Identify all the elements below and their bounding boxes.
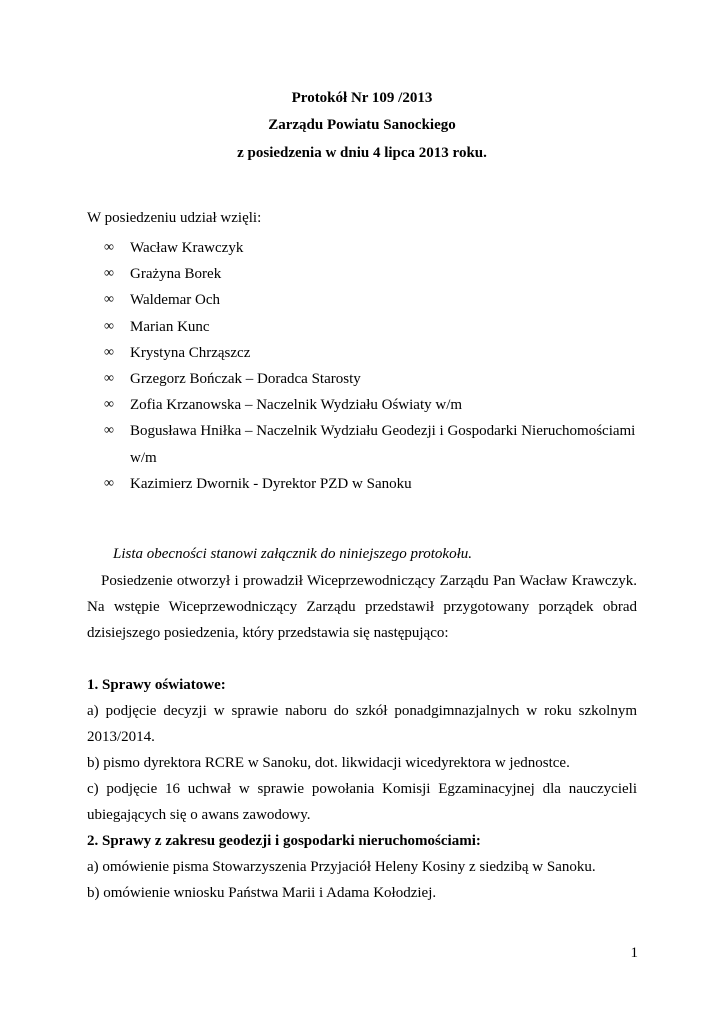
protocol-meeting-date: z posiedzenia w dniu 4 lipca 2013 roku. bbox=[237, 145, 487, 161]
attendance-list-note: Lista obecności stanowi załącznik do niniejszego protokołu. bbox=[113, 546, 473, 562]
agenda bbox=[87, 672, 637, 906]
attendee-name: Bogusława Hniłka – Naczelnik Wydziału Geodezji i Gospodarki Nieruchomościami w/m bbox=[130, 423, 636, 466]
attendee-item bbox=[0, 314, 724, 340]
agenda-item: b) omówienie wniosku Państwa Marii i Adama Kołodziej. bbox=[87, 885, 437, 901]
protocol-body-name: Zarządu Powiatu Sanockiego bbox=[268, 117, 456, 133]
protocol-title: Protokół Nr 109 /2013 bbox=[291, 90, 433, 106]
infinity-bullet-icon: ∞ bbox=[104, 397, 114, 413]
attendee-name: Zofia Krzanowska – Naczelnik Wydziału Oświaty w/m bbox=[130, 397, 463, 414]
page-number: 1 bbox=[630, 945, 638, 961]
attendee-item bbox=[0, 471, 724, 497]
opening-paragraph bbox=[87, 568, 637, 646]
infinity-bullet-icon: ∞ bbox=[104, 240, 114, 255]
agenda-item: c) podjęcie 16 uchwał w sprawie powołania Komisji Egzaminacyjnej dla nauczycieli ubiegających się o awans zawodowy. bbox=[87, 781, 637, 823]
opening-paragraph-text: Posiedzenie otworzył i prowadził Wiceprzewodniczący Zarządu Pan Wacław Krawczyk. Na wstępie Wiceprzewodniczący Zarządu przedstawił przygotowany porządek obrad dzisiejszego posiedzenia, który przedstawia się następująco: bbox=[87, 573, 637, 641]
attendee-item bbox=[0, 235, 724, 261]
attendee-item bbox=[0, 287, 724, 313]
infinity-bullet-icon: ∞ bbox=[104, 370, 114, 386]
attendee-item bbox=[0, 261, 724, 287]
infinity-bullet-icon: ∞ bbox=[104, 475, 114, 491]
attendance-intro: W posiedzeniu udział wzięli: bbox=[87, 210, 262, 226]
attendee-name: Kazimierz Dwornik - Dyrektor PZD w Sanoku bbox=[130, 475, 412, 492]
infinity-bullet-icon: ∞ bbox=[104, 292, 114, 308]
agenda-item: b) pismo dyrektora RCRE w Sanoku, dot. likwidacji wicedyrektora w jednostce. bbox=[87, 755, 570, 771]
agenda-item: a) podjęcie decyzji w sprawie naboru do szkół ponadgimnazjalnych w roku szkolnym 2013/2014. bbox=[87, 703, 637, 745]
attendee-item bbox=[0, 366, 724, 392]
attendee-item bbox=[0, 340, 724, 366]
infinity-bullet-icon: ∞ bbox=[104, 318, 114, 334]
attendee-item bbox=[0, 418, 724, 470]
agenda-item: a) omówienie pisma Stowarzyszenia Przyjaciół Heleny Kosiny z siedzibą w Sanoku. bbox=[87, 859, 596, 875]
attendee-name: Waldemar Och bbox=[130, 292, 220, 309]
agenda-section-heading: 1. Sprawy oświatowe: bbox=[87, 677, 226, 693]
attendee-item bbox=[0, 392, 724, 418]
infinity-bullet-icon: ∞ bbox=[104, 344, 114, 360]
attendee-name: Marian Kunc bbox=[130, 318, 210, 335]
attendee-name: Grzegorz Bończak – Doradca Starosty bbox=[130, 370, 361, 387]
agenda-section-heading: 2. Sprawy z zakresu geodezji i gospodarki nieruchomościami: bbox=[87, 833, 481, 849]
attendee-name: Wacław Krawczyk bbox=[130, 240, 244, 256]
infinity-bullet-icon: ∞ bbox=[104, 266, 114, 282]
attendee-name: Grażyna Borek bbox=[130, 266, 222, 283]
attendee-list bbox=[0, 235, 724, 497]
attendee-name: Krystyna Chrząszcz bbox=[130, 344, 251, 361]
infinity-bullet-icon: ∞ bbox=[104, 423, 114, 439]
